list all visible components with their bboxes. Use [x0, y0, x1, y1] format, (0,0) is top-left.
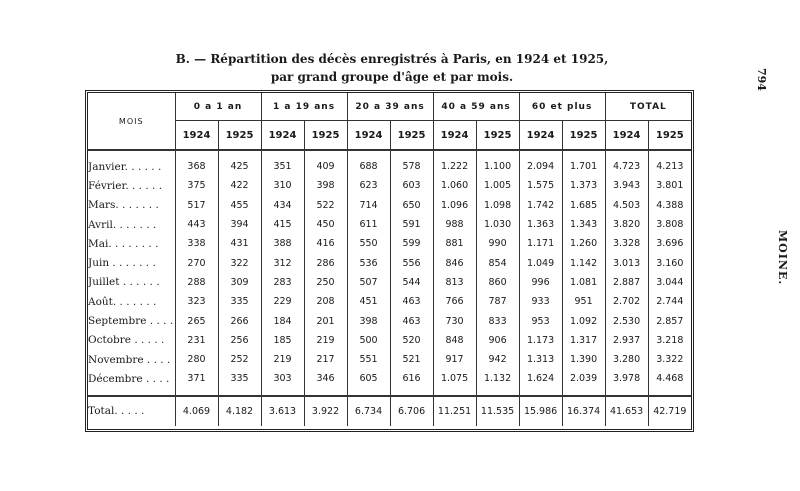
- table-cell: 231: [175, 331, 218, 350]
- table-cell: 951: [562, 292, 605, 311]
- table-cell: 522: [304, 196, 347, 215]
- table-cell: 4.213: [648, 150, 691, 176]
- table-cell: 1.343: [562, 215, 605, 234]
- table-cell: 996: [519, 273, 562, 292]
- table-cell: 265: [175, 311, 218, 330]
- total-cell: 3.613: [261, 396, 304, 426]
- table-row: [88, 196, 691, 215]
- table-cell: 217: [304, 350, 347, 369]
- table-header: [88, 93, 691, 150]
- table-cell: 309: [218, 273, 261, 292]
- table-cell: 833: [476, 311, 519, 330]
- table-cell: 185: [261, 331, 304, 350]
- table-cell: 1.081: [562, 273, 605, 292]
- header-year: 1924: [433, 121, 476, 151]
- table-cell: 730: [433, 311, 476, 330]
- table-cell: 846: [433, 253, 476, 272]
- month-label: Mai. . . . . . . .: [88, 237, 159, 250]
- table-cell: 3.218: [648, 331, 691, 350]
- table-cell: 4.388: [648, 196, 691, 215]
- table-cell: 368: [175, 150, 218, 176]
- table-cell: 623: [347, 176, 390, 195]
- month-label: Février. . . . . .: [88, 179, 163, 192]
- table-cell: 536: [347, 253, 390, 272]
- table-cell: 1.005: [476, 176, 519, 195]
- table-cell: 1.096: [433, 196, 476, 215]
- table-cell: 881: [433, 234, 476, 253]
- table-cell: 252: [218, 350, 261, 369]
- table-cell: 229: [261, 292, 304, 311]
- table-subtitle: par grand groupe d'âge et par mois.: [270, 70, 514, 84]
- table-cell: 184: [261, 311, 304, 330]
- total-row: [88, 396, 691, 426]
- total-cell: 11.535: [476, 396, 519, 426]
- table-cell: 578: [390, 150, 433, 176]
- table-cell: 3.943: [605, 176, 648, 195]
- table-cell: 507: [347, 273, 390, 292]
- table-cell: 3.696: [648, 234, 691, 253]
- table-cell: 1.060: [433, 176, 476, 195]
- mortality-table: [88, 93, 691, 426]
- month-label: Janvier. . . . . .: [88, 160, 162, 173]
- table-body: [88, 150, 691, 426]
- table-cell: 550: [347, 234, 390, 253]
- table-cell: 1.142: [562, 253, 605, 272]
- month-label: Juillet . . . . . .: [88, 276, 160, 289]
- table-cell: 3.808: [648, 215, 691, 234]
- table-cell: 1.701: [562, 150, 605, 176]
- header-group: 60 et plus: [519, 93, 605, 121]
- table-cell: 1.313: [519, 350, 562, 369]
- table-cell: 616: [390, 369, 433, 395]
- table-cell: 2.937: [605, 331, 648, 350]
- table-cell: 3.280: [605, 350, 648, 369]
- table-cell: 455: [218, 196, 261, 215]
- table-cell: 1.260: [562, 234, 605, 253]
- table-cell: 1.575: [519, 176, 562, 195]
- table-row: [88, 176, 691, 195]
- total-cell: 6.734: [347, 396, 390, 426]
- total-cell: 41.653: [605, 396, 648, 426]
- table-cell: 1.132: [476, 369, 519, 395]
- table-cell: 375: [175, 176, 218, 195]
- table-cell: 463: [390, 311, 433, 330]
- header-group: 20 a 39 ans: [347, 93, 433, 121]
- header-year: 1925: [390, 121, 433, 151]
- table-row: [88, 253, 691, 272]
- table-cell: 338: [175, 234, 218, 253]
- table-cell: 201: [304, 311, 347, 330]
- table-cell: 256: [218, 331, 261, 350]
- table-cell: 323: [175, 292, 218, 311]
- table-cell: 270: [175, 253, 218, 272]
- table-row: [88, 273, 691, 292]
- month-label: Novembre . . . .: [88, 353, 171, 366]
- table-cell: 422: [218, 176, 261, 195]
- table-cell: 1.222: [433, 150, 476, 176]
- table-cell: 2.887: [605, 273, 648, 292]
- table-cell: 990: [476, 234, 519, 253]
- total-label: Total. . . . .: [88, 396, 175, 426]
- table-cell: 544: [390, 273, 433, 292]
- table-row: [88, 292, 691, 311]
- table-cell: 860: [476, 273, 519, 292]
- table-cell: 3.160: [648, 253, 691, 272]
- table-cell: 312: [261, 253, 304, 272]
- table-row: [88, 234, 691, 253]
- table-cell: 431: [218, 234, 261, 253]
- table-cell: 1.390: [562, 350, 605, 369]
- table-cell: 1.049: [519, 253, 562, 272]
- month-label: Octobre . . . . .: [88, 334, 165, 347]
- table-cell: 688: [347, 150, 390, 176]
- table-cell: 1.373: [562, 176, 605, 195]
- table-cell: 611: [347, 215, 390, 234]
- table-cell: 451: [347, 292, 390, 311]
- table-cell: 463: [390, 292, 433, 311]
- table-cell: 303: [261, 369, 304, 395]
- table-cell: 335: [218, 292, 261, 311]
- table-cell: 1.075: [433, 369, 476, 395]
- table-cell: 551: [347, 350, 390, 369]
- table-cell: 517: [175, 196, 218, 215]
- table-cell: 1.098: [476, 196, 519, 215]
- month-label: Avril. . . . . . .: [88, 218, 157, 231]
- table-cell: 351: [261, 150, 304, 176]
- table-cell: 3.044: [648, 273, 691, 292]
- table-cell: 605: [347, 369, 390, 395]
- month-label: Décembre . . . .: [88, 372, 170, 385]
- table-cell: 500: [347, 331, 390, 350]
- table-cell: 1.624: [519, 369, 562, 395]
- table-cell: 521: [390, 350, 433, 369]
- table-cell: 398: [347, 311, 390, 330]
- table-cell: 906: [476, 331, 519, 350]
- header-group: TOTAL: [605, 93, 691, 121]
- month-label: Mars. . . . . . .: [88, 199, 159, 212]
- total-cell: 4.182: [218, 396, 261, 426]
- header-year: 1924: [347, 121, 390, 151]
- header-year: 1924: [519, 121, 562, 151]
- header-year: 1925: [648, 121, 691, 151]
- page-number: 794: [755, 68, 768, 91]
- month-label: Juin . . . . . . .: [88, 257, 156, 270]
- table-cell: 1.363: [519, 215, 562, 234]
- table-cell: 1.685: [562, 196, 605, 215]
- table-cell: 917: [433, 350, 476, 369]
- total-cell: 16.374: [562, 396, 605, 426]
- table-row: [88, 311, 691, 330]
- table-cell: 425: [218, 150, 261, 176]
- table-row: [88, 331, 691, 350]
- table-row: [88, 215, 691, 234]
- table-cell: 322: [218, 253, 261, 272]
- table-row: [88, 150, 691, 176]
- table-cell: 398: [304, 176, 347, 195]
- table-cell: 766: [433, 292, 476, 311]
- table-cell: 1.030: [476, 215, 519, 234]
- total-cell: 42.719: [648, 396, 691, 426]
- table-cell: 443: [175, 215, 218, 234]
- table-cell: 219: [304, 331, 347, 350]
- total-cell: 11.251: [433, 396, 476, 426]
- table-cell: 556: [390, 253, 433, 272]
- table-cell: 854: [476, 253, 519, 272]
- author-running-head: MOINE.: [776, 230, 789, 286]
- table-cell: 250: [304, 273, 347, 292]
- header-mois: MOIS: [88, 93, 175, 150]
- table-cell: 1.317: [562, 331, 605, 350]
- table-cell: 4.723: [605, 150, 648, 176]
- header-group: 40 a 59 ans: [433, 93, 519, 121]
- table-cell: 813: [433, 273, 476, 292]
- table-cell: 371: [175, 369, 218, 395]
- header-group: 1 a 19 ans: [261, 93, 347, 121]
- table-cell: 603: [390, 176, 433, 195]
- table-cell: 434: [261, 196, 304, 215]
- table-cell: 787: [476, 292, 519, 311]
- table-cell: 219: [261, 350, 304, 369]
- table-cell: 450: [304, 215, 347, 234]
- total-cell: 6.706: [390, 396, 433, 426]
- header-year: 1925: [476, 121, 519, 151]
- table-cell: 310: [261, 176, 304, 195]
- table-cell: 3.013: [605, 253, 648, 272]
- table-cell: 1.171: [519, 234, 562, 253]
- header-year: 1925: [562, 121, 605, 151]
- table-cell: 3.801: [648, 176, 691, 195]
- table-cell: 591: [390, 215, 433, 234]
- total-cell: 4.069: [175, 396, 218, 426]
- table-cell: 520: [390, 331, 433, 350]
- table-cell: 2.744: [648, 292, 691, 311]
- table-cell: 346: [304, 369, 347, 395]
- table-cell: 286: [304, 253, 347, 272]
- table-cell: 409: [304, 150, 347, 176]
- table-cell: 3.820: [605, 215, 648, 234]
- table-cell: 394: [218, 215, 261, 234]
- table-cell: 266: [218, 311, 261, 330]
- table-cell: 3.978: [605, 369, 648, 395]
- header-group: 0 a 1 an: [175, 93, 261, 121]
- table-cell: 599: [390, 234, 433, 253]
- table-cell: 650: [390, 196, 433, 215]
- table-cell: 988: [433, 215, 476, 234]
- table-cell: 288: [175, 273, 218, 292]
- table-cell: 1.173: [519, 331, 562, 350]
- table-cell: 2.530: [605, 311, 648, 330]
- header-year: 1924: [175, 121, 218, 151]
- table-row: [88, 350, 691, 369]
- table-cell: 2.702: [605, 292, 648, 311]
- table-cell: 953: [519, 311, 562, 330]
- table-cell: 2.857: [648, 311, 691, 330]
- header-year: 1925: [304, 121, 347, 151]
- table-cell: 4.468: [648, 369, 691, 395]
- table-cell: 2.094: [519, 150, 562, 176]
- total-cell: 15.986: [519, 396, 562, 426]
- month-label: Septembre . . . .: [88, 315, 174, 328]
- table-cell: 3.328: [605, 234, 648, 253]
- header-year: 1924: [261, 121, 304, 151]
- table-cell: 283: [261, 273, 304, 292]
- table-cell: 933: [519, 292, 562, 311]
- table-row: [88, 369, 691, 395]
- table-cell: 714: [347, 196, 390, 215]
- table-title: B. — Répartition des décès enregistrés à Paris, en 1924 et 1925,: [175, 52, 609, 66]
- table-cell: 1.742: [519, 196, 562, 215]
- table-cell: 208: [304, 292, 347, 311]
- header-year: 1924: [605, 121, 648, 151]
- table-cell: 3.322: [648, 350, 691, 369]
- header-year: 1925: [218, 121, 261, 151]
- month-label: Août. . . . . . .: [88, 295, 157, 308]
- table-cell: 1.092: [562, 311, 605, 330]
- table-cell: 335: [218, 369, 261, 395]
- table-cell: 2.039: [562, 369, 605, 395]
- table-cell: 848: [433, 331, 476, 350]
- table-cell: 416: [304, 234, 347, 253]
- total-cell: 3.922: [304, 396, 347, 426]
- table-cell: 280: [175, 350, 218, 369]
- table-cell: 1.100: [476, 150, 519, 176]
- table-cell: 942: [476, 350, 519, 369]
- table-cell: 415: [261, 215, 304, 234]
- table-cell: 4.503: [605, 196, 648, 215]
- table-cell: 388: [261, 234, 304, 253]
